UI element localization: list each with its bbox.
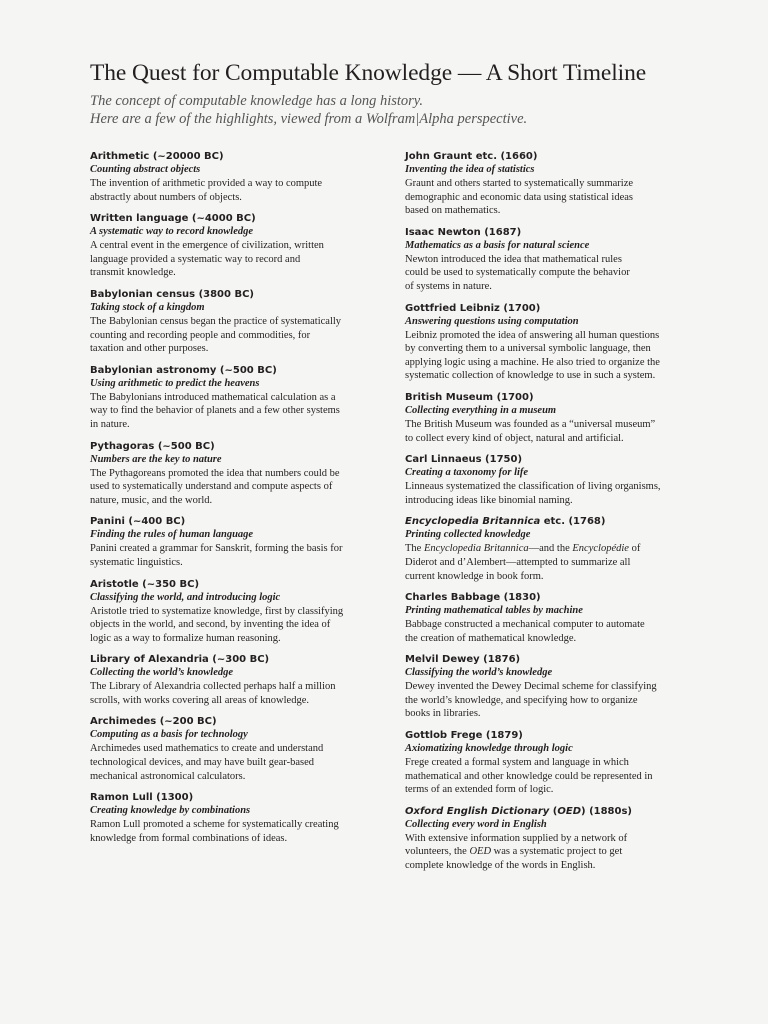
entry-body bbox=[405, 177, 695, 218]
entry-subtitle: Creating knowledge by combinations bbox=[90, 805, 251, 817]
entry-line: could be used to systematically compute the behavior bbox=[405, 267, 630, 279]
entry-body bbox=[90, 177, 380, 204]
entry-title: Arithmetic (~20000 BC) bbox=[90, 151, 224, 162]
entry-body bbox=[405, 680, 695, 721]
entry-line: systematic collection of knowledge to use in such a system. bbox=[405, 370, 656, 382]
entry-title: Isaac Newton (1687) bbox=[405, 226, 522, 238]
entry-title bbox=[405, 805, 695, 818]
entry-line: The Pythagoreans promoted the idea that numbers could be bbox=[90, 467, 340, 479]
line-text: —and the bbox=[528, 543, 573, 555]
entry-line: of systems in nature. bbox=[405, 280, 492, 292]
timeline-entry bbox=[90, 791, 380, 845]
entry-line: language provided a systematic way to record and bbox=[90, 253, 301, 265]
entry-line: nature, music, and the world. bbox=[90, 494, 213, 506]
entry-line: taxation and other purposes. bbox=[90, 343, 209, 355]
timeline-entry bbox=[90, 150, 380, 204]
intro-text bbox=[90, 92, 690, 128]
entry-title-italic: Oxford English Dictionary bbox=[405, 805, 550, 817]
entry-line: The Babylonians introduced mathematical calculation as a bbox=[90, 391, 336, 403]
timeline-entry bbox=[90, 715, 380, 783]
entry-line bbox=[405, 845, 695, 859]
entry-subtitle: Axiomatizing knowledge through logic bbox=[405, 743, 573, 755]
timeline-entry bbox=[405, 302, 695, 383]
line-text: of bbox=[628, 543, 641, 555]
intro-line: Here are a few of the highlights, viewed from a Wolfram|Alpha perspective. bbox=[90, 111, 528, 127]
entry-line: by converting them to a universal symbolic language, then bbox=[405, 343, 651, 355]
entry-title-italic: OED bbox=[557, 805, 582, 817]
timeline-entry bbox=[90, 212, 380, 280]
timeline-entry bbox=[90, 288, 380, 356]
entry-subtitle: Inventing the idea of statistics bbox=[405, 164, 535, 175]
entry-title: Ramon Lull (1300) bbox=[90, 792, 194, 804]
entry-subtitle: Creating a taxonomy for life bbox=[405, 467, 529, 479]
entry-line: introducing ideas like binomial naming. bbox=[405, 494, 573, 506]
left-column bbox=[90, 150, 380, 853]
entry-body bbox=[405, 253, 695, 294]
entry-title: Archimedes (~200 BC) bbox=[90, 716, 217, 728]
entry-subtitle: Numbers are the key to nature bbox=[90, 453, 222, 465]
timeline-entry bbox=[405, 805, 695, 873]
entry-body bbox=[90, 542, 380, 569]
entry-line: counting and recording people and commodities, for bbox=[90, 329, 311, 341]
entry-title-rest: etc. (1768) bbox=[540, 516, 606, 528]
line-italic: OED bbox=[469, 846, 492, 858]
entry-line: A central event in the emergence of civilization, written bbox=[90, 240, 324, 252]
entry-body bbox=[90, 467, 380, 508]
entry-line: current knowledge in book form. bbox=[405, 570, 544, 582]
entry-subtitle: Taking stock of a kingdom bbox=[90, 301, 205, 313]
entry-subtitle: Mathematics as a basis for natural science bbox=[405, 239, 590, 251]
entry-line: Aristotle tried to systematize knowledge, first by classifying bbox=[90, 605, 344, 617]
line-italic: Encyclopédie bbox=[572, 543, 629, 555]
timeline-entry bbox=[405, 515, 695, 583]
entry-line: based on mathematics. bbox=[405, 205, 501, 217]
timeline-entry bbox=[90, 653, 380, 707]
entry-line: the world’s knowledge, and specifying how to organize bbox=[405, 694, 638, 706]
entry-body bbox=[405, 329, 695, 383]
entry-line: mathematical and other knowledge could be represented in bbox=[405, 770, 653, 782]
entry-line bbox=[405, 542, 695, 556]
entry-line: knowledge from formal combinations of ideas. bbox=[90, 832, 288, 844]
entry-title: Library of Alexandria (~300 BC) bbox=[90, 654, 270, 666]
entry-line: demographic and economic data using statistical ideas bbox=[405, 191, 634, 203]
entry-body bbox=[90, 315, 380, 356]
entry-line: Babbage constructed a mechanical computer to automate bbox=[405, 619, 645, 631]
entry-title: Babylonian census (3800 BC) bbox=[90, 288, 254, 300]
entry-line: Newton introduced the idea that mathematical rules bbox=[405, 253, 622, 265]
entry-title: Written language (~4000 BC) bbox=[90, 213, 256, 225]
entry-line: The invention of arithmetic provided a way to compute bbox=[90, 178, 323, 189]
entry-line: to collect every kind of object, natural and artificial. bbox=[405, 432, 624, 444]
entry-title: Panini (~400 BC) bbox=[90, 516, 186, 528]
entry-line: The Library of Alexandria collected perhaps half a million bbox=[90, 681, 336, 693]
entry-line: transmit knowledge. bbox=[90, 267, 176, 279]
entry-line: mechanical astronomical calculators. bbox=[90, 770, 246, 782]
entry-line: The Babylonian census began the practice of systematically bbox=[90, 315, 342, 327]
line-text: was a systematic project to get bbox=[491, 846, 623, 858]
entry-line: applying logic using a machine. He also tried to organize the bbox=[405, 356, 660, 368]
entry-title: British Museum (1700) bbox=[405, 391, 534, 403]
right-column bbox=[405, 150, 695, 881]
entry-body bbox=[405, 756, 695, 797]
entry-line: The British Museum was founded as a “universal museum” bbox=[405, 418, 656, 430]
entry-subtitle: Finding the rules of human language bbox=[90, 529, 254, 541]
entry-line: terms of an extended form of logic. bbox=[405, 784, 554, 796]
entry-line: Frege created a formal system and language in which bbox=[405, 757, 629, 769]
timeline-entry bbox=[405, 591, 695, 645]
entry-line: complete knowledge of the words in English. bbox=[405, 860, 596, 872]
entry-title: John Graunt etc. (1660) bbox=[405, 151, 538, 162]
entry-line: Ramon Lull promoted a scheme for systematically creating bbox=[90, 819, 339, 831]
entry-line: logic as a way to formalize human reasoning. bbox=[90, 632, 281, 644]
timeline-entry bbox=[405, 226, 695, 294]
entry-subtitle: Printing collected knowledge bbox=[405, 529, 531, 541]
entry-line: technological devices, and may have built gear-based bbox=[90, 757, 314, 769]
line-text: volunteers, the bbox=[405, 846, 470, 858]
entry-subtitle: Classifying the world, and introducing logic bbox=[90, 591, 281, 603]
entry-title: Pythagoras (~500 BC) bbox=[90, 440, 215, 452]
entry-line: Graunt and others started to systematically summarize bbox=[405, 178, 634, 189]
entry-subtitle: A systematic way to record knowledge bbox=[90, 226, 254, 238]
entry-title: Babylonian astronomy (~500 BC) bbox=[90, 364, 277, 376]
entry-subtitle: Answering questions using computation bbox=[405, 315, 579, 327]
timeline-entry bbox=[405, 391, 695, 445]
entry-body bbox=[90, 605, 380, 646]
entry-body bbox=[405, 418, 695, 445]
entry-line: the creation of mathematical knowledge. bbox=[405, 632, 577, 644]
entry-title: Gottlob Frege (1879) bbox=[405, 730, 523, 742]
entry-line: Panini created a grammar for Sanskrit, forming the basis for bbox=[90, 543, 343, 555]
entry-body bbox=[90, 680, 380, 707]
timeline-entry bbox=[405, 453, 695, 507]
entry-body bbox=[405, 480, 695, 507]
line-text: The bbox=[405, 543, 424, 555]
entry-title-rest: ( bbox=[549, 805, 558, 817]
entry-line: abstractly about numbers of objects. bbox=[90, 191, 242, 203]
page-title: The Quest for Computable Knowledge — A Short Timeline bbox=[90, 60, 647, 86]
entry-line: way to find the behavior of planets and a few other systems bbox=[90, 405, 340, 417]
timeline-entry bbox=[405, 729, 695, 797]
entry-body bbox=[90, 239, 380, 280]
entry-subtitle: Printing mathematical tables by machine bbox=[405, 605, 583, 617]
entry-line: objects in the world, and second, by inventing the idea of bbox=[90, 619, 331, 631]
entry-subtitle: Collecting the world’s knowledge bbox=[90, 667, 234, 679]
entry-body bbox=[405, 832, 695, 873]
timeline-entry bbox=[90, 578, 380, 646]
entry-title: Aristotle (~350 BC) bbox=[90, 578, 200, 590]
timeline-entry bbox=[405, 653, 695, 721]
entry-line: Archimedes used mathematics to create and understand bbox=[90, 743, 324, 755]
entry-line: scrolls, with works covering all areas of knowledge. bbox=[90, 694, 309, 706]
entry-line: Diderot and d’Alembert—attempted to summarize all bbox=[405, 556, 631, 568]
line-italic: Encyclopedia Britannica bbox=[423, 543, 529, 555]
entry-subtitle: Using arithmetic to predict the heavens bbox=[90, 377, 260, 389]
entry-line: in nature. bbox=[90, 418, 130, 430]
entry-subtitle: Classifying the world’s knowledge bbox=[405, 667, 553, 679]
entry-title bbox=[405, 515, 695, 528]
intro-line: The concept of computable knowledge has a long history. bbox=[90, 93, 424, 109]
timeline-entry bbox=[405, 150, 695, 218]
entry-title: Carl Linnaeus (1750) bbox=[405, 454, 523, 466]
entry-body bbox=[90, 742, 380, 783]
timeline-entry bbox=[90, 515, 380, 569]
entry-body bbox=[405, 542, 695, 583]
entry-title: Melvil Dewey (1876) bbox=[405, 654, 521, 666]
entry-title: Gottfried Leibniz (1700) bbox=[405, 302, 541, 314]
timeline-entry bbox=[90, 364, 380, 432]
entry-subtitle: Collecting everything in a museum bbox=[405, 404, 557, 416]
entry-line: With extensive information supplied by a network of bbox=[405, 832, 628, 844]
entry-title-italic: Encyclopedia Britannica bbox=[405, 516, 541, 528]
entry-line: Dewey invented the Dewey Decimal scheme for classifying bbox=[405, 681, 657, 693]
entry-line: Linneaus systematized the classification of living organisms, bbox=[405, 481, 661, 493]
entry-body bbox=[90, 391, 380, 432]
entry-line: used to systematically understand and compute aspects of bbox=[90, 481, 333, 493]
entry-line: books in libraries. bbox=[405, 708, 481, 720]
entry-line: Leibniz promoted the idea of answering all human questions bbox=[405, 329, 660, 341]
entry-line: systematic linguistics. bbox=[90, 556, 183, 568]
entry-subtitle: Counting abstract objects bbox=[90, 164, 201, 175]
entry-title: Charles Babbage (1830) bbox=[405, 592, 541, 604]
entry-title-rest: ) (1880s) bbox=[581, 805, 632, 817]
timeline-entry bbox=[90, 440, 380, 508]
entry-body bbox=[90, 818, 380, 845]
entry-subtitle: Computing as a basis for technology bbox=[90, 729, 248, 741]
entry-subtitle: Collecting every word in English bbox=[405, 818, 547, 830]
entry-body bbox=[405, 618, 695, 645]
